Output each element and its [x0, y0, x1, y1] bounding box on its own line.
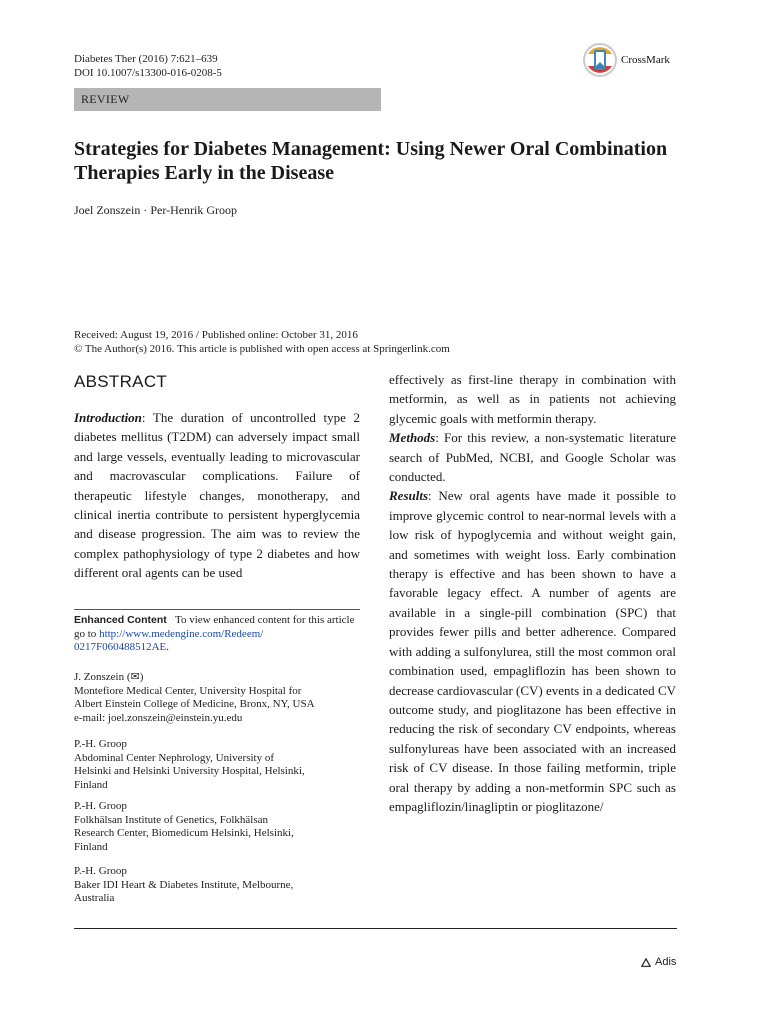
affiliation-line: Finland	[74, 840, 108, 853]
affiliation-groop-1	[74, 738, 364, 792]
affiliation-line: Abdominal Center Nephrology, University of	[74, 751, 274, 764]
introduction-label: Introduction	[74, 410, 142, 425]
enhanced-content-note: Enhanced Content To view enhanced content for this article go to http://www.medengine.com/Redeem/ 0217F060488512AE.	[74, 614, 355, 653]
abstract-heading: ABSTRACT	[74, 372, 168, 391]
affiliation-line: Albert Einstein College of Medicine, Bronx, NY, USA	[74, 698, 315, 710]
abstract-introduction	[74, 408, 360, 583]
introduction-text: : The duration of uncontrolled type 2 diabetes mellitus (T2DM) can adversely impact small and large vessels, eventually leading to microvascular and macrovascular complications. Failure of therapeutic lifestyle changes, monotherapy, and clinical inertia contribute to persistent hyperglycemia and disease progression. The aim was to review the complex pathophysiology of type 2 diabetes and how different oral agents can be used	[74, 410, 360, 581]
affiliation-line: Finland	[74, 778, 108, 791]
received-published: Received: August 19, 2016 / Published online: October 31, 2016	[74, 329, 358, 341]
crossmark-label: CrossMark	[621, 54, 670, 66]
adis-triangle-icon	[641, 958, 651, 967]
footer-divider	[74, 928, 677, 929]
affiliation-line: Folkhälsan Institute of Genetics, Folkhälsan	[74, 813, 268, 826]
abstract-column-right	[389, 370, 676, 816]
affiliation-zonszein	[74, 671, 364, 725]
enhanced-content-divider	[74, 609, 360, 610]
results-label: Results	[389, 488, 429, 504]
affiliation-line: Australia	[74, 892, 115, 904]
affiliation-email[interactable]: e-mail: joel.zonszein@einstein.yu.edu	[74, 711, 243, 724]
publisher-name: Adis	[655, 956, 677, 968]
affiliation-groop-2	[74, 800, 364, 854]
methods-text: : For this review, a non-systematic literature search of PubMed, NCBI, and Google Scholar was conducted.	[389, 430, 676, 485]
journal-citation: Diabetes Ther (2016) 7:621–639	[74, 53, 218, 65]
affiliation-line: Baker IDI Heart & Diabetes Institute, Melbourne,	[74, 878, 294, 891]
affiliation-line: Research Center, Biomedicum Helsinki, Helsinki,	[74, 827, 294, 839]
publication-dates	[74, 328, 450, 356]
affiliation-author: P.-H. Groop	[74, 800, 127, 812]
article-title: Strategies for Diabetes Management: Using Newer Oral Combination Therapies Early in the Disease	[74, 138, 668, 184]
author-list: Joel Zonszein · Per-Henrik Groop	[74, 203, 238, 217]
crossmark-icon	[582, 42, 618, 78]
methods-label: Methods	[389, 430, 436, 446]
doi[interactable]: DOI 10.1007/s13300-016-0208-5	[74, 67, 222, 79]
abstract-column-left	[74, 408, 360, 583]
affiliation-author: P.-H. Groop	[74, 738, 127, 750]
envelope-icon[interactable]: ✉	[130, 671, 140, 683]
affiliation-groop-3	[74, 865, 364, 906]
affiliation-line: Helsinki and Helsinki University Hospital, Helsinki,	[74, 765, 305, 777]
results-text: : New oral agents have made it possible to improve glycemic control to near-normal levels with a low risk of hypoglycemia and without weight gain, and sometimes with weight loss. Early combination therapy is effective and has been shown to have a favorable legacy effect. A number of agents are available in a single-pill combination (SPC) that provides fewer pills and better adherence. Compared with adding a sulfonylurea, still the most common oral combination used, empagliflozin has been shown to decrease cardiovascular (CV) events in a dedicated CV outcome study, and pioglitazone has been effective in reducing the risk of secondary CV endpoints, whereas sulfonylureas have been associated with an increased risk of CV disease. In those failing metformin, triple oral therapy by adding a non-metformin SPC such as empagliflozin/linagliptin or pioglitazone/	[389, 488, 676, 814]
abstract-methods	[389, 428, 676, 486]
enhanced-content-label: Enhanced Content	[74, 614, 167, 626]
affiliation-line: Montefiore Medical Center, University Hospital for	[74, 684, 302, 697]
article-type-label: REVIEW	[81, 92, 130, 106]
affiliation-author: P.-H. Groop	[74, 865, 127, 877]
affiliation-author: J. Zonszein (✉)	[74, 671, 144, 683]
enhanced-content-link[interactable]: http://www.medengine.com/Redeem/ 0217F060488512AE	[74, 627, 264, 653]
publisher-logo	[641, 956, 676, 968]
journal-info	[74, 52, 222, 80]
article-type-bar	[74, 88, 381, 111]
abstract-results	[389, 486, 676, 816]
enhanced-content-text: To view enhanced content for this article go to	[74, 614, 355, 640]
crossmark-badge[interactable]	[582, 42, 670, 78]
copyright-line: © The Author(s) 2016. This article is published with open access at Springerlink.com	[74, 343, 450, 355]
introduction-continued: effectively as first-line therapy in combination with metformin, as well as in patients not achieving glycemic goals with metformin therapy.	[389, 372, 676, 426]
